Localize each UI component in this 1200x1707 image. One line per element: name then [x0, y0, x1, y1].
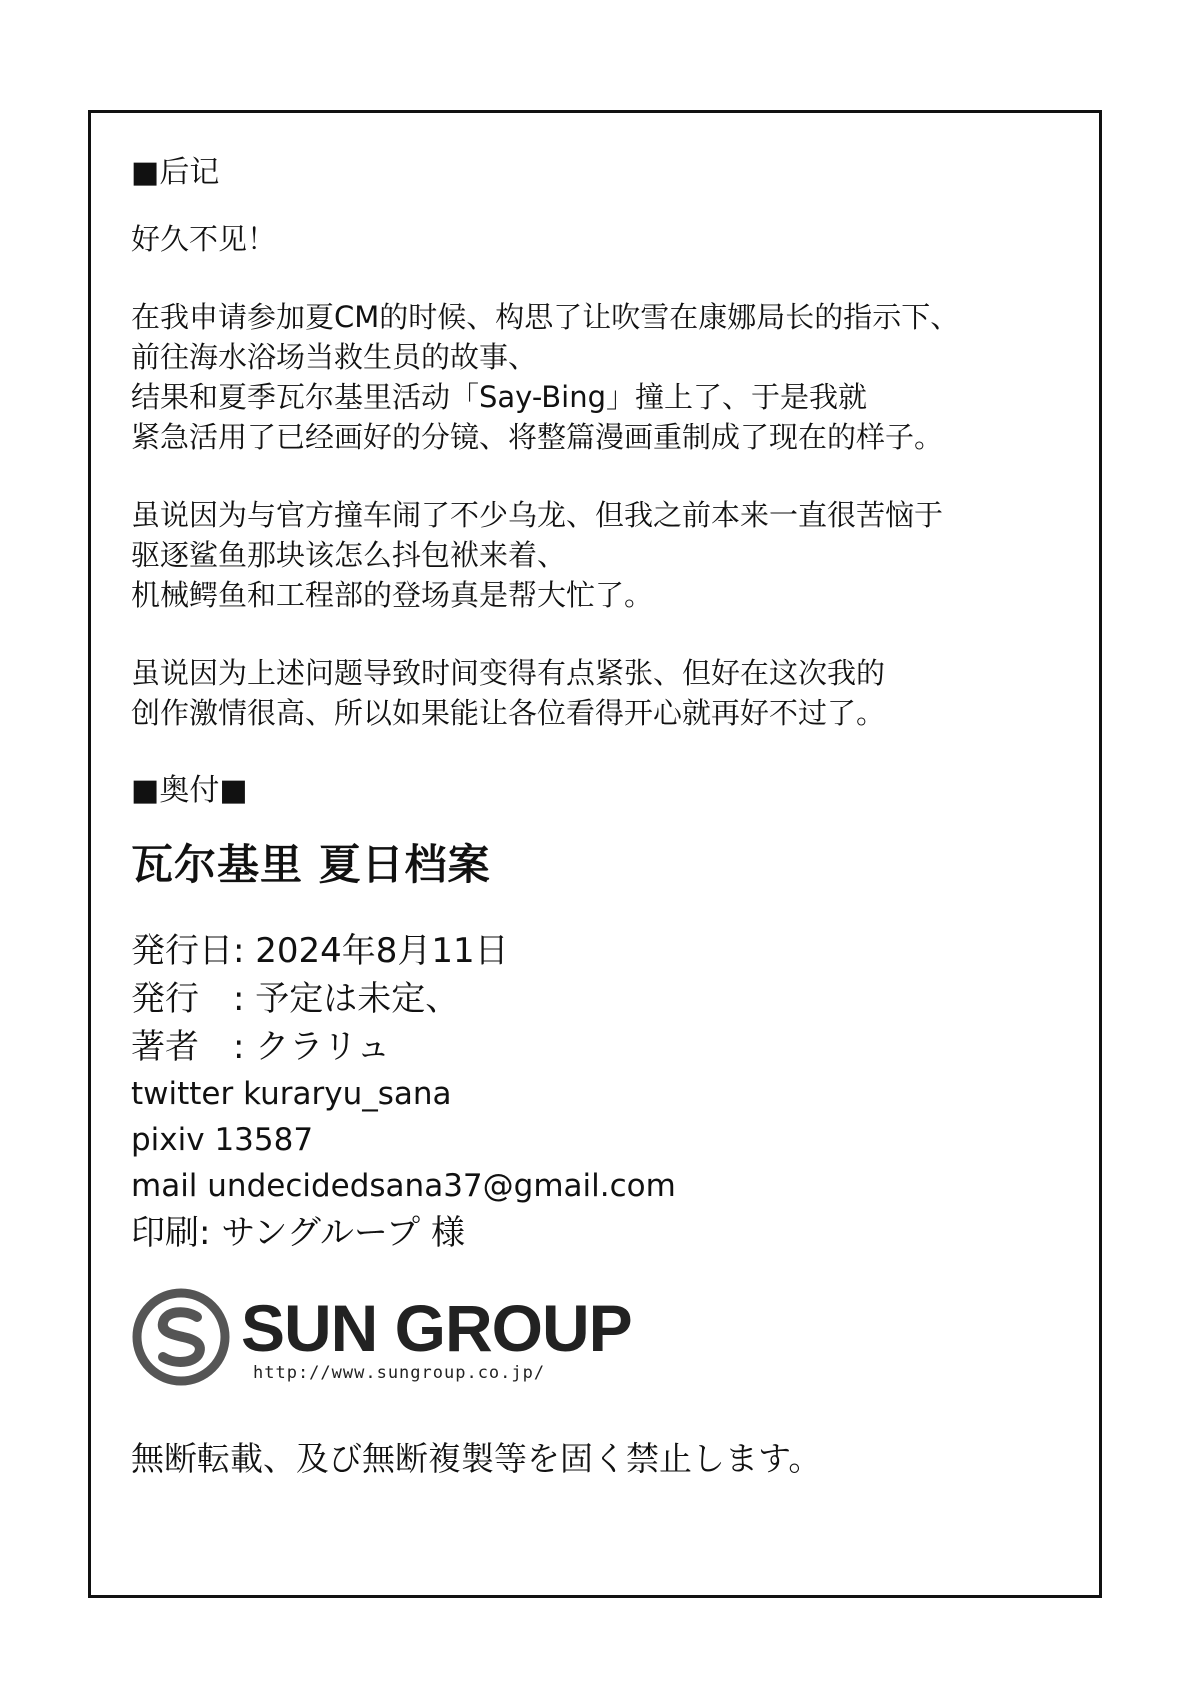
afterword-paragraph-2	[131, 495, 1059, 615]
logo-url: http://www.sungroup.co.jp/	[253, 1363, 546, 1383]
paragraph-line: 紧急活用了已经画好的分镜、将整篇漫画重制成了现在的样子。	[131, 420, 944, 454]
author: 著者 : クラリュ	[131, 1027, 391, 1067]
paragraph-line: 虽说因为与官方撞车闹了不少乌龙、但我之前本来一直很苦恼于	[131, 498, 944, 532]
mail-address: mail undecidedsana37@gmail.com	[131, 1168, 676, 1204]
afterword-paragraph-1	[131, 297, 1059, 457]
sun-group-logo	[131, 1287, 1059, 1397]
paragraph-line: 驱逐鲨鱼那块该怎么抖包袱来着、	[131, 538, 567, 572]
colophon-details	[131, 927, 1059, 1071]
logo-name: SUN GROUP	[241, 1291, 632, 1365]
paragraph-line: 创作激情很高、所以如果能让各位看得开心就再好不过了。	[131, 696, 886, 730]
paragraph-line: 前往海水浴场当救生员的故事、	[131, 340, 538, 374]
greeting-line: 好久不见！	[131, 222, 277, 256]
contact-details	[131, 1071, 1059, 1209]
afterword-greeting	[131, 219, 1059, 259]
twitter-handle: twitter kuraryu_sana	[131, 1076, 452, 1112]
afterword-heading: ■后记	[131, 155, 220, 190]
paragraph-line: 机械鳄鱼和工程部的登场真是帮大忙了。	[131, 578, 654, 612]
book-title: 瓦尔基里 夏日档案	[131, 840, 491, 889]
colophon-heading: ■奥付■	[131, 773, 248, 808]
pixiv-id: pixiv 13587	[131, 1122, 314, 1158]
issue-date: 発行日: 2024年8月11日	[131, 931, 509, 971]
printer-credit: 印刷: サングループ 様	[131, 1213, 465, 1253]
page-frame	[88, 110, 1102, 1598]
publisher: 発行 : 予定は未定、	[131, 979, 460, 1019]
paragraph-line: 结果和夏季瓦尔基里活动「Say-Bing」撞上了、于是我就	[131, 380, 868, 414]
afterword-paragraph-3	[131, 653, 1059, 733]
sun-group-logo-icon	[131, 1287, 231, 1387]
paragraph-line: 虽说因为上述问题导致时间变得有点紧张、但好在这次我的	[131, 656, 886, 690]
copyright-notice: 無断転載、及び無断複製等を固く禁止します。	[131, 1439, 822, 1478]
paragraph-line: 在我申请参加夏CM的时候、构思了让吹雪在康娜局长的指示下、	[131, 300, 960, 334]
page-content	[131, 153, 1059, 1481]
